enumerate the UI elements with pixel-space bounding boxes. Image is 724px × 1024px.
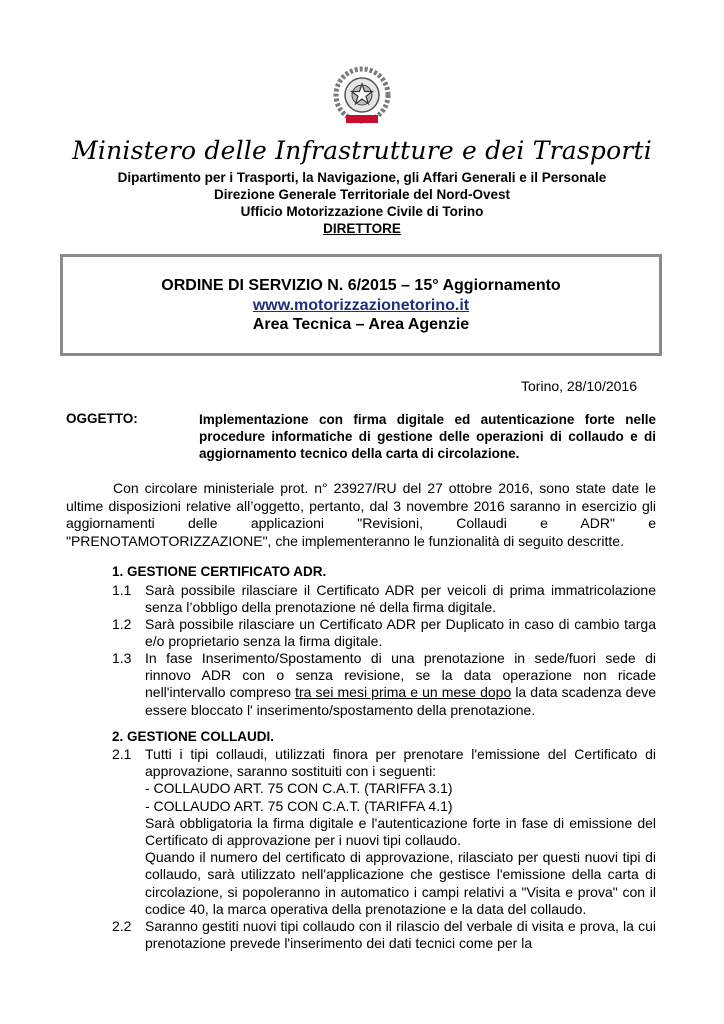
director-line: DIRETTORE (323, 221, 401, 236)
office-line: Ufficio Motorizzazione Civile di Torino (240, 204, 484, 219)
item-number: 2.2 (112, 918, 132, 934)
item-text: Sarà possibile rilasciare un Certificato ADR per Duplicato in caso di cambio targa e/o proprietario senza la firma digitale. (145, 616, 656, 650)
paragraph: Quando il numero del certificato di approvazione, rilasciato per questi nuovi tipi di collaudo, sarà utilizzato nell'applicazione che gestisce l'emissione della carta di circolazione, si popoleranno in automatico i campi relativi a "Visita e prova" con il codice 40, la marca operativa della prenotazione e la data del collaudo. (145, 849, 656, 917)
paragraph: Sarà obbligatoria la firma digitale e l'autenticazione forte in fase di emissione del Certificato di approvazione per i nuovi tipi collaudo. (145, 814, 656, 849)
paragraph: Tutti i tipi collaudi, utilizzati finora per prenotare l'emissione del Certificato di approvazione, saranno sostituiti con i seguenti: (145, 746, 656, 780)
italian-republic-emblem (331, 66, 393, 128)
department-line: Dipartimento per i Trasporti, la Navigazione, gli Affari Generali e il Personale (117, 170, 607, 185)
list-item (112, 616, 656, 650)
order-area: Area Tecnica – Area Agenzie (252, 316, 470, 333)
order-title: ORDINE DI SERVIZIO N. 6/2015 – 15° Aggiornamento (161, 277, 561, 294)
item-number: 2.1 (112, 746, 132, 762)
subject-text: Implementazione con firma digitale ed autenticazione forte nelle procedure informatiche di gestione delle operazioni di collaudo e di aggiornamento tecnico della carta di circolazione. (199, 412, 656, 461)
section-1-title: 1. GESTIONE CERTIFICATO ADR. (112, 564, 327, 579)
paragraph: - COLLAUDO ART. 75 CON C.A.T. (TARIFFA 4.1) (145, 797, 453, 814)
list-item (112, 918, 656, 952)
item-text (145, 746, 656, 918)
item-text: Sarà possibile rilasciare il Certificato ADR per veicoli di prima immatricolazione senza l’obbligo della prenotazione né della firma digitale. (145, 582, 656, 616)
item-text: Saranno gestiti nuovi tipi collaudo con il rilascio del verbale di visita e prova, la cui prenotazione prevede l'inserimento dei dati tecnici come per la (145, 918, 656, 952)
website-link[interactable]: www.motorizzazionetorino.it (252, 297, 470, 314)
item-number: 1.3 (112, 650, 132, 666)
paragraph: - COLLAUDO ART. 75 CON C.A.T. (TARIFFA 3.1) (145, 780, 453, 797)
intro-paragraph: Con circolare ministeriale prot. n° 23927/RU del 27 ottobre 2016, sono state date le ultime disposizioni relative all’oggetto, pertanto, dal 3 novembre 2016 saranno in esercizio gli aggiornamenti delle applicazioni "Revisioni, Collaudi e ADR" e "PRENOTAMOTORIZZAZIONE", che implementeranno le funzionalità di seguito descritte. (66, 480, 656, 549)
item-text-underlined: tra sei mesi prima e un mese dopo (295, 684, 512, 701)
item-number: 1.2 (112, 616, 132, 632)
item-text (145, 650, 656, 719)
section-2-title: 2. GESTIONE COLLAUDI. (112, 729, 275, 744)
ministry-name: Ministero delle Infrastrutture e dei Trasporti (72, 136, 652, 165)
subject-label: OGGETTO: (66, 411, 138, 426)
item-text-part: In fase Inserimento/Spostamento di una prenotazione in sede/fuori sede di rinnovo ADR con o senza revisione, se la data operazione non ricade nell'intervallo compreso (145, 650, 656, 701)
list-item (112, 650, 656, 719)
list-item (112, 746, 656, 918)
item-number: 1.1 (112, 582, 132, 598)
list-item (112, 582, 656, 616)
item-text-part: la data scadenza deve essere bloccato l' inserimento/spostamento della prenotazione. (145, 684, 656, 718)
document-date: Torino, 28/10/2016 (521, 378, 637, 394)
direction-line: Direzione Generale Territoriale del Nord-Ovest (213, 187, 511, 202)
order-box (60, 254, 662, 356)
